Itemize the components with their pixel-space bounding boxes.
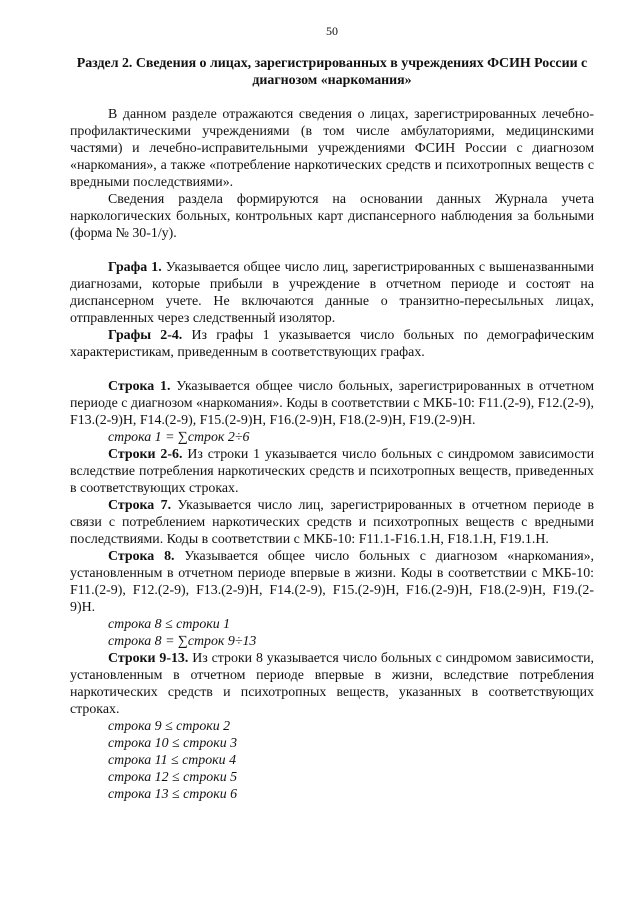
formula-row-8-a: строка 8 ≤ строки 1 <box>108 617 231 632</box>
formula-row-9: строка 9 ≤ строки 2 <box>108 719 231 734</box>
formula-row-10: строка 10 ≤ строки 3 <box>108 736 238 751</box>
rows-2-6-label: Строки 2-6. <box>108 447 183 462</box>
row-8-text: Указывается общее число больных с диагнозом «наркомания», установленным в отчетном периоде впервые в жизни. Коды в соответствии с МКБ-10: F11.(2-9), F12.(2-9), F13.(2-9)Н, F14.(2-9), F15.(2-9)Н, F16.(2-9)Н, F18.(2-9)Н, F19.(2-9)Н. <box>70 549 594 615</box>
rows-2-6-text: Из строки 1 указывается число больных с синдромом зависимости вследствие потребления наркотических средств и психотропных веществ, приведенных в соответствующих строках. <box>70 447 594 496</box>
rows-2-6-paragraph <box>70 446 594 497</box>
intro-paragraph-1: В данном разделе отражаются сведения о лицах, зарегистрированных лечебно-профилактическими учреждениями (в том числе амбулаториями, медицинскими частями) и лечебно-исправительными учреждениями ФСИН России с диагнозом «наркомания», а также «потребление наркотических средств и психотропных веществ с вредными последствиями». <box>70 107 594 190</box>
rows-9-13-label: Строки 9-13. <box>108 651 189 666</box>
column-1-paragraph <box>70 259 594 327</box>
formula-row-13: строка 13 ≤ строки 6 <box>108 787 238 802</box>
formula-row-12: строка 12 ≤ строки 5 <box>108 770 238 785</box>
row-7-paragraph <box>70 497 594 548</box>
rows-9-13-text: Из строки 8 указывается число больных с синдромом зависимости, установленным в отчетном периоде впервые в жизни, вследствие потребления наркотических средств и психотропных веществ, указанных в соответствующих строках. <box>70 651 594 717</box>
row-1-text: Указывается общее число больных, зарегистрированных в отчетном периоде с диагнозом «наркомания». Коды в соответствии с МКБ-10: F11.(2-9), F12.(2-9), F13.(2-9)Н, F14.(2-9), F15.(2-9)Н, F16.(2-9)Н, F18.(2-9)Н, F19.(2-9)Н. <box>70 379 594 428</box>
column-1-text: Указывается общее число лиц, зарегистрированных с вышеназванными диагнозами, которые прибыли в учреждение в отчетном периоде и состоят на диспансерном учете. Не включаются данные о транзитно-пересыльных лицах, отправленных через следственный изолятор. <box>70 260 594 326</box>
row-7-label: Строка 7. <box>108 498 172 513</box>
columns-2-4-label: Графы 2-4. <box>108 328 183 343</box>
column-1-label: Графа 1. <box>108 260 162 275</box>
spacer <box>70 242 594 259</box>
formula-row-11: строка 11 ≤ строки 4 <box>108 753 237 768</box>
columns-2-4-paragraph <box>70 327 594 361</box>
intro-paragraph-2: Сведения раздела формируются на основании данных Журнала учета наркологических больных, контрольных карт диспансерного наблюдения за больными (форма № 30-1/у). <box>70 192 594 241</box>
row-8-label: Строка 8. <box>108 549 175 564</box>
columns-2-4-text: Из графы 1 указывается число больных по демографическим характеристикам, приведенным в соответствующих графах. <box>70 328 594 360</box>
row-8-paragraph <box>70 548 594 616</box>
row-7-text: Указывается число лиц, зарегистрированных в отчетном периоде в связи с потреблением наркотических средств и психотропных веществ с вредными последствиями. Коды в соответствии с МКБ-10: F11.1-F16.1.Н, F18.1.Н, F19.1.Н. <box>70 498 595 547</box>
row-1-paragraph <box>70 378 594 429</box>
formula-row-1: строка 1 = ∑строк 2÷6 <box>108 430 250 445</box>
spacer <box>70 361 594 378</box>
section-title: Раздел 2. Сведения о лицах, зарегистрированных в учреждениях ФСИН России с диагнозом «наркомания» <box>76 56 588 88</box>
page-number: 50 <box>326 24 338 38</box>
row-1-label: Строка 1. <box>108 379 171 394</box>
formula-row-8-b: строка 8 = ∑строк 9÷13 <box>108 634 257 649</box>
rows-9-13-paragraph <box>70 650 594 718</box>
